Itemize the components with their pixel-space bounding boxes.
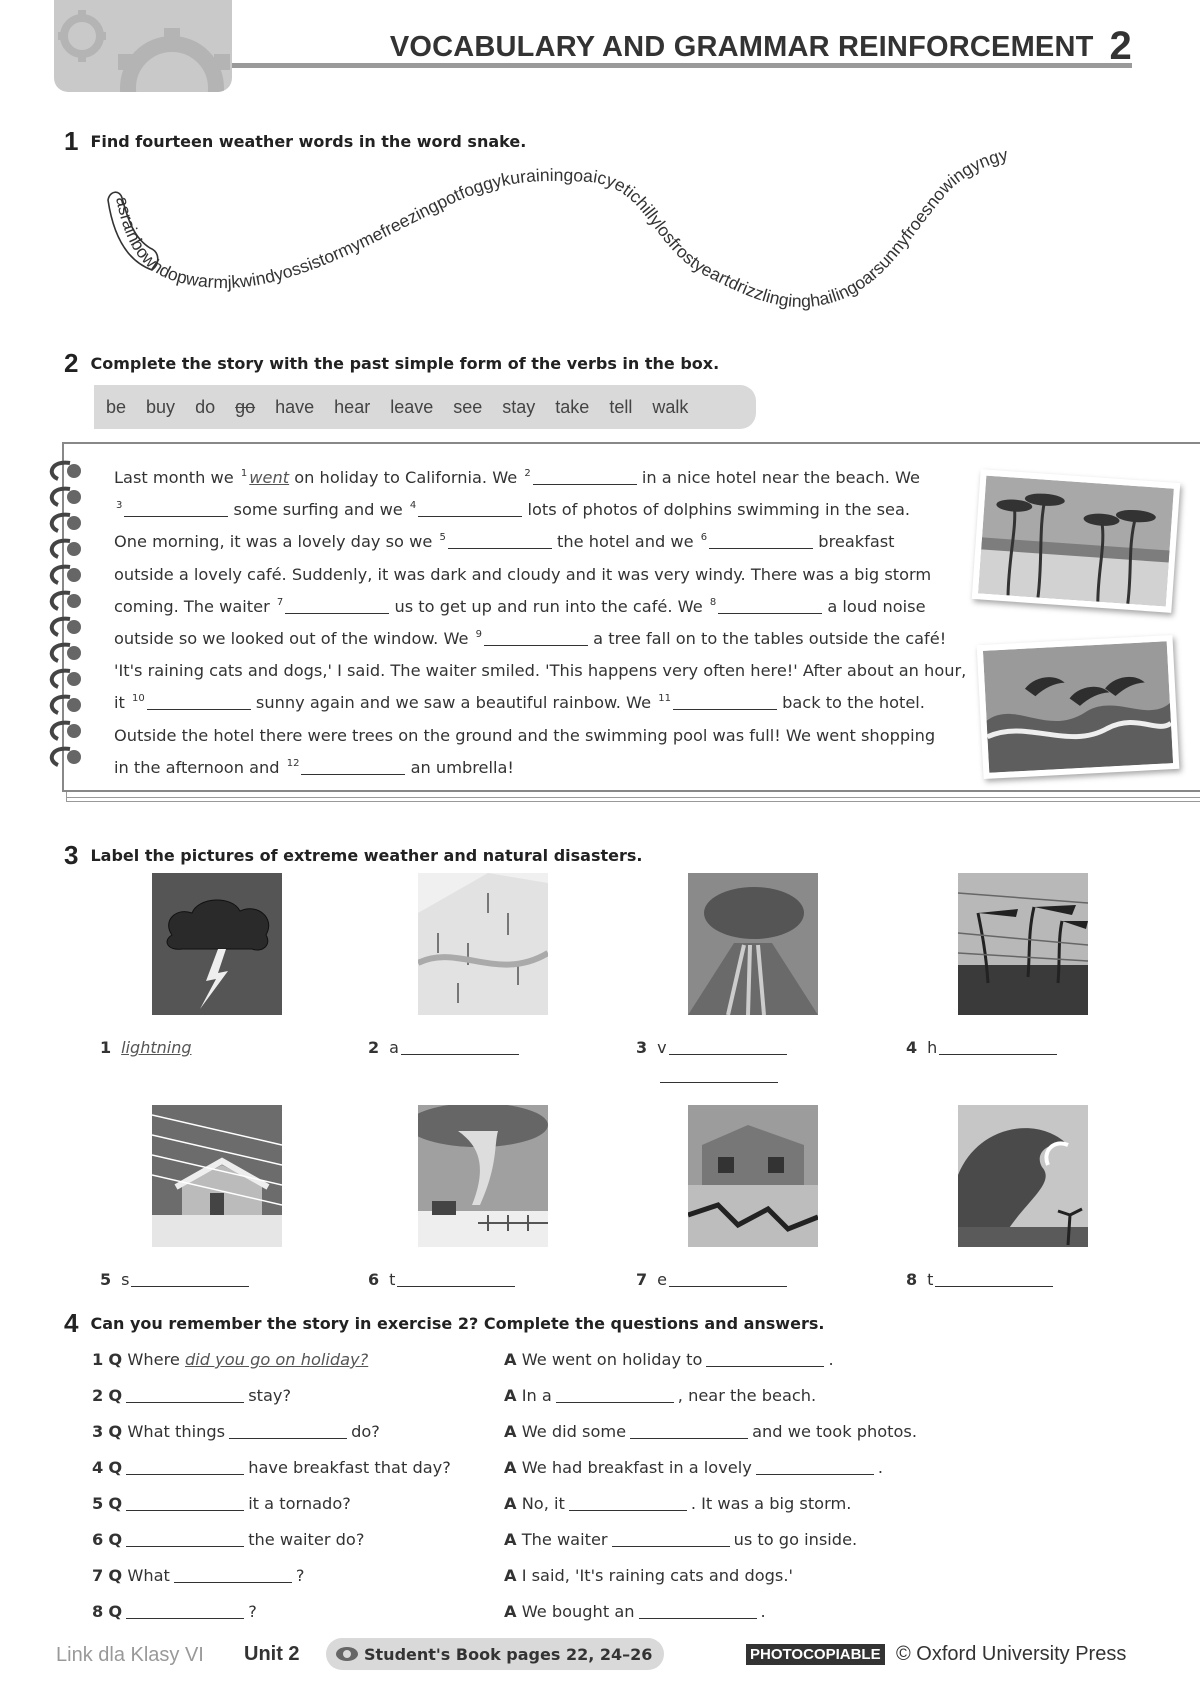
publisher-credit: © Oxford University Press bbox=[896, 1643, 1127, 1665]
story-line: in the afternoon and $^{12}$ an umbrella! bbox=[114, 757, 514, 777]
story-line: Last month we $^1$ went on holiday to California. We $^2$ in a nice hotel near the beach. We bbox=[114, 468, 921, 487]
answer-blank[interactable] bbox=[639, 1603, 757, 1619]
question-8: 8 Q ? bbox=[92, 1602, 257, 1621]
story-line: One morning, it was a lovely day so we $^5$ the hotel and we $^6$ breakfast bbox=[114, 532, 895, 552]
answer-blank[interactable] bbox=[126, 1495, 244, 1511]
spiral-ring-icon bbox=[44, 720, 92, 742]
answer-6: A The waiter us to go inside. bbox=[504, 1530, 858, 1549]
verb-stay: stay bbox=[502, 396, 536, 417]
answer-blank[interactable] bbox=[448, 533, 552, 549]
answer-blank[interactable] bbox=[706, 1351, 824, 1367]
story-line: 'It's raining cats and dogs,' I said. The waiter smiled. 'This happens very often here!' After about an hour, bbox=[114, 661, 967, 681]
palm-beach-illustration bbox=[978, 476, 1174, 607]
verb-buy: buy bbox=[146, 396, 176, 417]
story-text bbox=[114, 462, 974, 784]
answer-blank[interactable] bbox=[533, 469, 637, 485]
tsunami-picture bbox=[958, 1105, 1088, 1247]
answer-blank[interactable] bbox=[612, 1531, 730, 1547]
volcano-picture bbox=[688, 873, 818, 1015]
spiral-ring-icon bbox=[44, 616, 92, 638]
question-2: 2 Q stay? bbox=[92, 1386, 292, 1405]
answer-blank[interactable] bbox=[630, 1423, 748, 1439]
answer-1: A We went on holiday to . bbox=[504, 1350, 834, 1369]
spiral-ring-icon bbox=[44, 590, 92, 612]
story-line: outside so we looked out of the window. We $^9$ a tree fall on to the tables outside the café! bbox=[114, 629, 947, 649]
answer-blank[interactable] bbox=[126, 1603, 244, 1619]
answer-blank-second-line[interactable] bbox=[660, 1082, 778, 1083]
label-4: 4 h bbox=[906, 1038, 1057, 1057]
spiral-ring-icon bbox=[44, 486, 92, 508]
answer-blank[interactable] bbox=[131, 1271, 249, 1287]
page-footer bbox=[56, 1638, 1146, 1672]
question-7: 7 Q What ? bbox=[92, 1566, 305, 1585]
story-line: it $^{10}$ sunny again and we saw a beautiful rainbow. We $^{11}$ back to the hotel. bbox=[114, 693, 925, 713]
earthquake-picture bbox=[688, 1105, 818, 1247]
story-line: outside a lovely café. Suddenly, it was dark and cloudy and it was very windy. There was a big storm bbox=[114, 564, 932, 584]
students-book-reference: Student's Book pages 22, 24–26 bbox=[326, 1638, 664, 1670]
hurricane-picture bbox=[958, 873, 1088, 1015]
question-5: 5 Q it a tornado? bbox=[92, 1494, 351, 1513]
question-3: 3 Q What things do? bbox=[92, 1422, 380, 1441]
answer-blank[interactable] bbox=[401, 1039, 519, 1055]
spiral-ring-icon bbox=[44, 460, 92, 482]
gear-icon bbox=[54, 0, 232, 92]
question-1: 1 Q Where did you go on holiday? bbox=[92, 1350, 369, 1369]
answer-blank[interactable] bbox=[484, 630, 588, 646]
story-line: coming. The waiter $^7$ us to get up and run into the café. We $^8$ a loud noise bbox=[114, 596, 926, 616]
avalanche-picture bbox=[418, 873, 548, 1015]
spiral-ring-icon bbox=[44, 564, 92, 586]
word-snake-text: asrainbowhdopwarmjkwindyossistormymefreezingpotfoggykurainingoaicyetichillylosfrostyeartdrizzlinginghailingoarsunnyfroesnowingyngy bbox=[112, 144, 1010, 312]
answer-blank[interactable] bbox=[126, 1531, 244, 1547]
verb-be: be bbox=[106, 396, 127, 417]
verb-tell: tell bbox=[609, 396, 633, 417]
answer-2: A In a , near the beach. bbox=[504, 1386, 817, 1405]
verb-walk: walk bbox=[652, 396, 689, 417]
spiral-ring-icon bbox=[44, 538, 92, 560]
dolphins-photo bbox=[977, 635, 1180, 779]
answer-blank[interactable] bbox=[124, 501, 228, 517]
header-tab bbox=[54, 0, 232, 92]
question-6: 6 Q the waiter do? bbox=[92, 1530, 365, 1549]
story-line: $^3$ some surfing and we $^4$ lots of photos of dolphins swimming in the sea. bbox=[116, 500, 911, 520]
label-1: 1 lightning bbox=[100, 1038, 192, 1057]
dolphin-sea-illustration bbox=[983, 641, 1173, 772]
series-name: Link dla Klasy VI bbox=[56, 1644, 204, 1666]
word-snake bbox=[90, 140, 1150, 340]
answer-blank[interactable] bbox=[229, 1423, 347, 1439]
answer-4: A We had breakfast in a lovely . bbox=[504, 1458, 883, 1477]
story-line: Outside the hotel there were trees on the ground and the swimming pool was full! We went shopping bbox=[114, 725, 936, 745]
eye-icon bbox=[336, 1647, 358, 1661]
label-7: 7 e bbox=[636, 1270, 787, 1289]
unit-label: Unit 2 bbox=[244, 1643, 300, 1665]
answer-blank[interactable] bbox=[285, 598, 389, 614]
label-6: 6 t bbox=[368, 1270, 515, 1289]
verb-have: have bbox=[275, 396, 315, 417]
photocopiable-badge: PHOTOCOPIABLE bbox=[746, 1644, 885, 1665]
answer-3: A We did some and we took photos. bbox=[504, 1422, 917, 1441]
spiral-ring-icon bbox=[44, 746, 92, 768]
example-answer: did you go on holiday? bbox=[184, 1350, 369, 1369]
answer-blank[interactable] bbox=[126, 1459, 244, 1475]
snowstorm-picture bbox=[152, 1105, 282, 1247]
answer-blank[interactable] bbox=[709, 533, 813, 549]
page-title: VOCABULARY AND GRAMMAR REINFORCEMENT 2 bbox=[389, 24, 1132, 68]
answer-5: A No, it . It was a big storm. bbox=[504, 1494, 852, 1513]
beach-palms-photo bbox=[972, 469, 1181, 613]
label-3: 3 v bbox=[636, 1038, 787, 1057]
label-5: 5 s bbox=[100, 1270, 249, 1289]
verb-go-struck: go bbox=[235, 396, 256, 417]
answer-blank[interactable] bbox=[174, 1567, 292, 1583]
answer-blank[interactable] bbox=[397, 1271, 515, 1287]
answer-8: A We bought an . bbox=[504, 1602, 766, 1621]
answer-blank[interactable] bbox=[126, 1387, 244, 1403]
answer-blank[interactable] bbox=[939, 1039, 1057, 1055]
answer-blank[interactable] bbox=[673, 694, 777, 710]
answer-7: A I said, 'It's raining cats and dogs.' bbox=[504, 1566, 793, 1585]
answer-blank[interactable] bbox=[556, 1387, 674, 1403]
answer-blank[interactable] bbox=[569, 1495, 687, 1511]
verb-do: do bbox=[195, 396, 216, 417]
answer-blank[interactable] bbox=[935, 1271, 1053, 1287]
spiral-ring-icon bbox=[44, 668, 92, 690]
verb-see: see bbox=[453, 396, 483, 417]
verb-box bbox=[94, 385, 756, 429]
verb-take: take bbox=[555, 396, 590, 417]
answer-blank[interactable] bbox=[756, 1459, 874, 1475]
spiral-ring-icon bbox=[44, 512, 92, 534]
label-8: 8 t bbox=[906, 1270, 1053, 1289]
verb-leave: leave bbox=[390, 396, 434, 417]
answer-blank[interactable] bbox=[301, 759, 405, 775]
example-answer: went bbox=[249, 468, 290, 487]
question-4: 4 Q have breakfast that day? bbox=[92, 1458, 451, 1477]
exercise-3-heading: 3 Label the pictures of extreme weather and natural disasters. bbox=[64, 840, 643, 870]
answer-blank[interactable] bbox=[718, 598, 822, 614]
answer-blank[interactable] bbox=[669, 1039, 787, 1055]
lightning-picture bbox=[152, 873, 282, 1015]
answer-blank[interactable] bbox=[418, 501, 522, 517]
exercise-1-heading: 1 Find fourteen weather words in the word snake. bbox=[64, 126, 527, 156]
exercise-2-heading: 2 Complete the story with the past simple form of the verbs in the box. bbox=[64, 348, 720, 378]
exercise-4-heading: 4 Can you remember the story in exercise 2? Complete the questions and answers. bbox=[64, 1308, 825, 1338]
spiral-ring-icon bbox=[44, 642, 92, 664]
label-2: 2 a bbox=[368, 1038, 519, 1057]
unit-number: 2 bbox=[1109, 24, 1132, 68]
answer-blank[interactable] bbox=[147, 694, 251, 710]
tornado-picture bbox=[418, 1105, 548, 1247]
verb-hear: hear bbox=[334, 396, 371, 417]
spiral-ring-icon bbox=[44, 694, 92, 716]
answer-blank[interactable] bbox=[669, 1271, 787, 1287]
